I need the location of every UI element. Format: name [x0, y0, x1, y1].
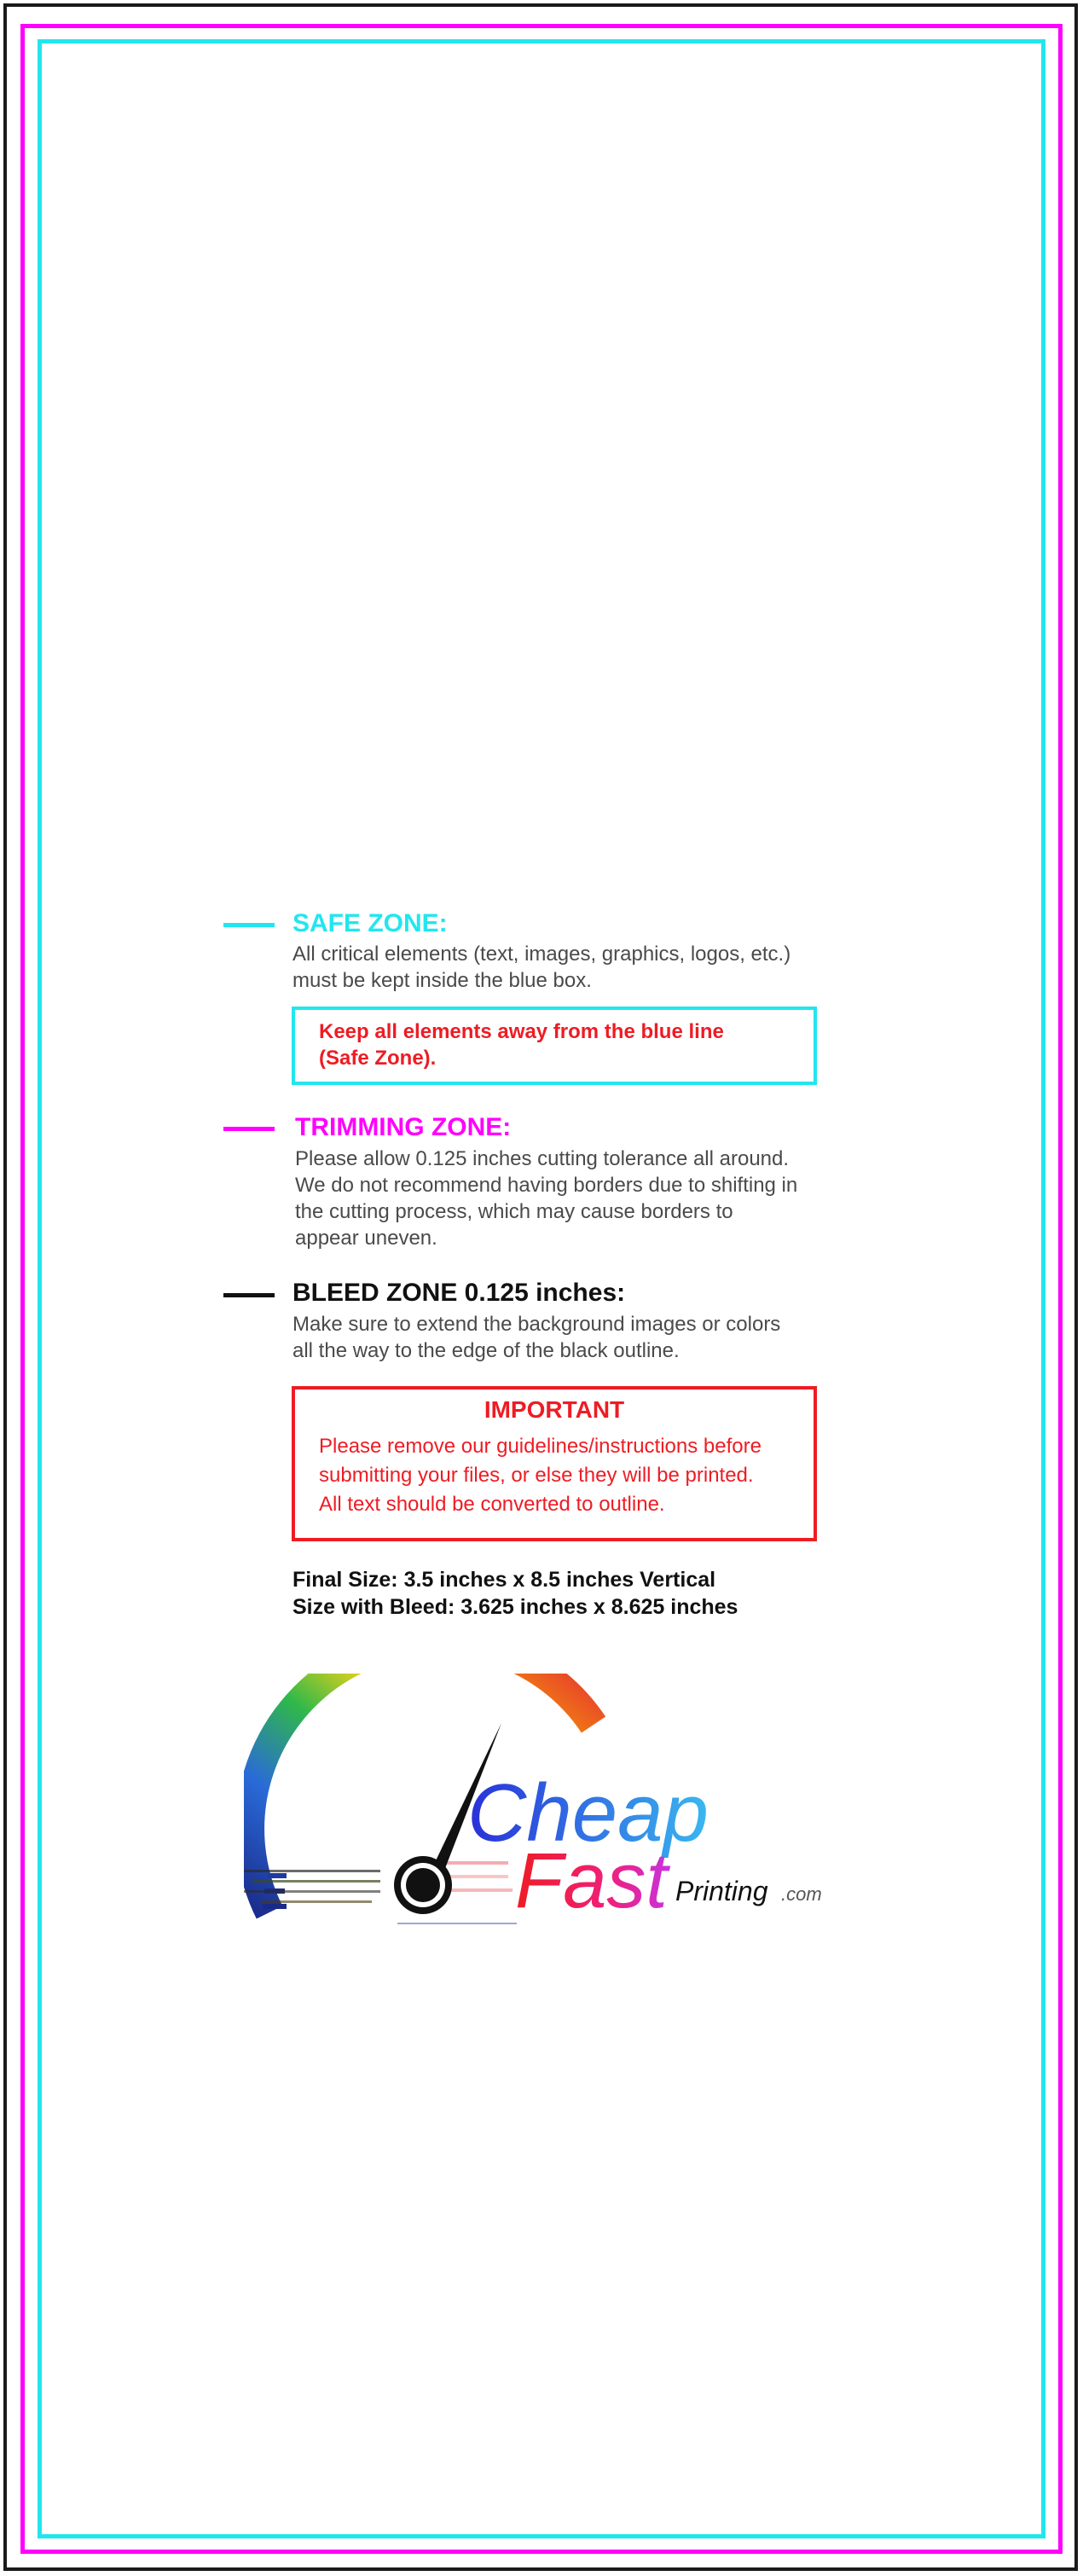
safe-zone-line-2: must be kept inside the blue box. — [292, 969, 592, 992]
trimming-zone-line-1: Please allow 0.125 inches cutting tolerance all around. — [295, 1147, 790, 1170]
trimming-zone-line-2: We do not recommend having borders due to shifting in — [295, 1174, 798, 1197]
trimming-zone-line-3: the cutting process, which may cause borders to — [295, 1200, 733, 1223]
safe-zone-description — [292, 941, 791, 994]
trimming-zone-title: TRIMMING ZONE: — [295, 1113, 512, 1141]
size-info — [292, 1566, 738, 1621]
bleed-zone-title: BLEED ZONE 0.125 inches: — [292, 1279, 626, 1307]
safe-zone-legend-line — [223, 923, 275, 927]
logo-word-printing: Printing — [675, 1876, 768, 1906]
trimming-zone-legend-line — [223, 1127, 275, 1131]
important-text — [319, 1432, 762, 1519]
final-size: Final Size: 3.5 inches x 8.5 inches Vertical — [292, 1568, 716, 1592]
important-line-3: All text should be converted to outline. — [319, 1493, 665, 1516]
logo-word-cheap: Cheap — [467, 1767, 709, 1859]
safe-zone-title: SAFE ZONE: — [292, 909, 448, 937]
bleed-size: Size with Bleed: 3.625 inches x 8.625 inches — [292, 1595, 738, 1619]
important-line-2: submitting your files, or else they will be printed. — [319, 1464, 754, 1487]
cheap-fast-printing-logo — [244, 1674, 841, 1929]
safe-zone-line-1: All critical elements (text, images, graphics, logos, etc.) — [292, 943, 791, 966]
logo-word-fast: Fast — [515, 1837, 668, 1924]
important-box — [292, 1386, 817, 1541]
bleed-zone-line-2: all the way to the edge of the black outline. — [292, 1339, 680, 1362]
logo-suffix-com: .com — [781, 1883, 822, 1905]
bleed-zone-description — [292, 1311, 780, 1364]
bleed-zone-legend-line — [223, 1293, 275, 1297]
bleed-zone-line-1: Make sure to extend the background images or colors — [292, 1313, 781, 1336]
safe-note-line-1: Keep all elements away from the blue line — [319, 1020, 724, 1043]
speed-streaks — [244, 1861, 517, 1924]
trimming-zone-description — [295, 1146, 797, 1251]
important-title: IMPORTANT — [484, 1396, 625, 1423]
safe-note-line-2: (Safe Zone). — [319, 1047, 437, 1070]
important-line-1: Please remove our guidelines/instructions before — [319, 1435, 762, 1458]
trimming-zone-line-4: appear uneven. — [295, 1227, 437, 1250]
safe-zone-note-box — [292, 1007, 817, 1085]
